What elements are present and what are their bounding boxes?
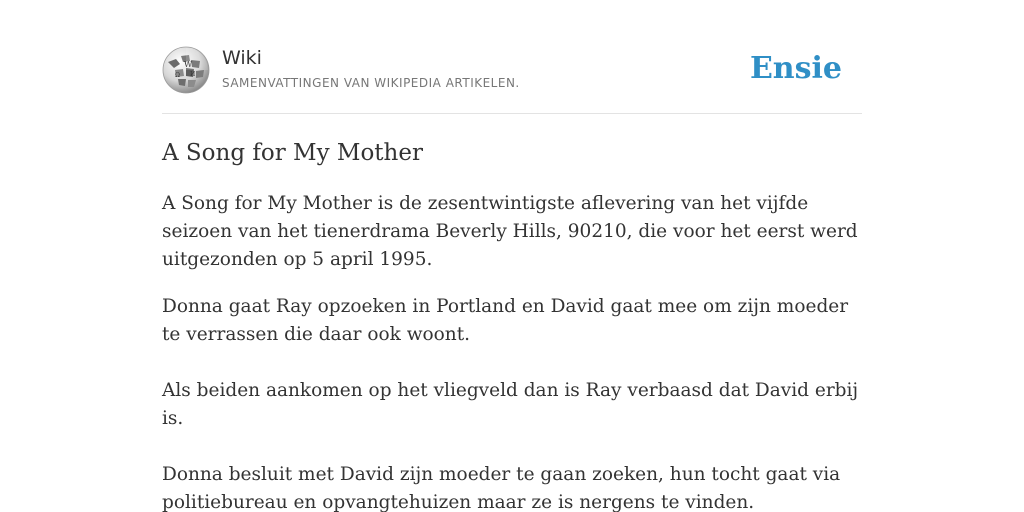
content-container <box>162 0 862 512</box>
article-title: A Song for My Mother <box>162 140 423 166</box>
site-tagline: SAMENVATTINGEN VAN WIKIPEDIA ARTIKELEN. <box>222 76 520 90</box>
svg-text:И: И <box>190 71 196 78</box>
svg-text:Ω: Ω <box>175 72 180 79</box>
article-paragraph: Als beiden aankomen op het vliegveld dan is Ray verbaasd dat David erbij is. <box>162 380 859 429</box>
article-paragraph: Donna gaat Ray opzoeken in Portland en David gaat mee om zijn moeder te verrassen die daar ook woont. <box>162 296 849 345</box>
article-body <box>162 190 862 512</box>
site-header <box>162 0 862 114</box>
site-name[interactable]: Wiki <box>222 47 262 69</box>
wikipedia-globe-icon[interactable] <box>162 46 210 94</box>
article-paragraph: Donna besluit met David zijn moeder te gaan zoeken, hun tocht gaat via politiebureau en opvangtehuizen maar ze is nergens te vinden. <box>162 464 841 512</box>
ensie-brand-logo[interactable]: Ensie <box>749 51 842 86</box>
article-paragraph: A Song for My Mother is de zesentwintigste aflevering van het vijfde seizoen van het tienerdrama Beverly Hills, 90210, die voor het eerst werd uitgezonden op 5 april 1995. <box>162 193 858 270</box>
svg-text:W: W <box>184 60 193 69</box>
